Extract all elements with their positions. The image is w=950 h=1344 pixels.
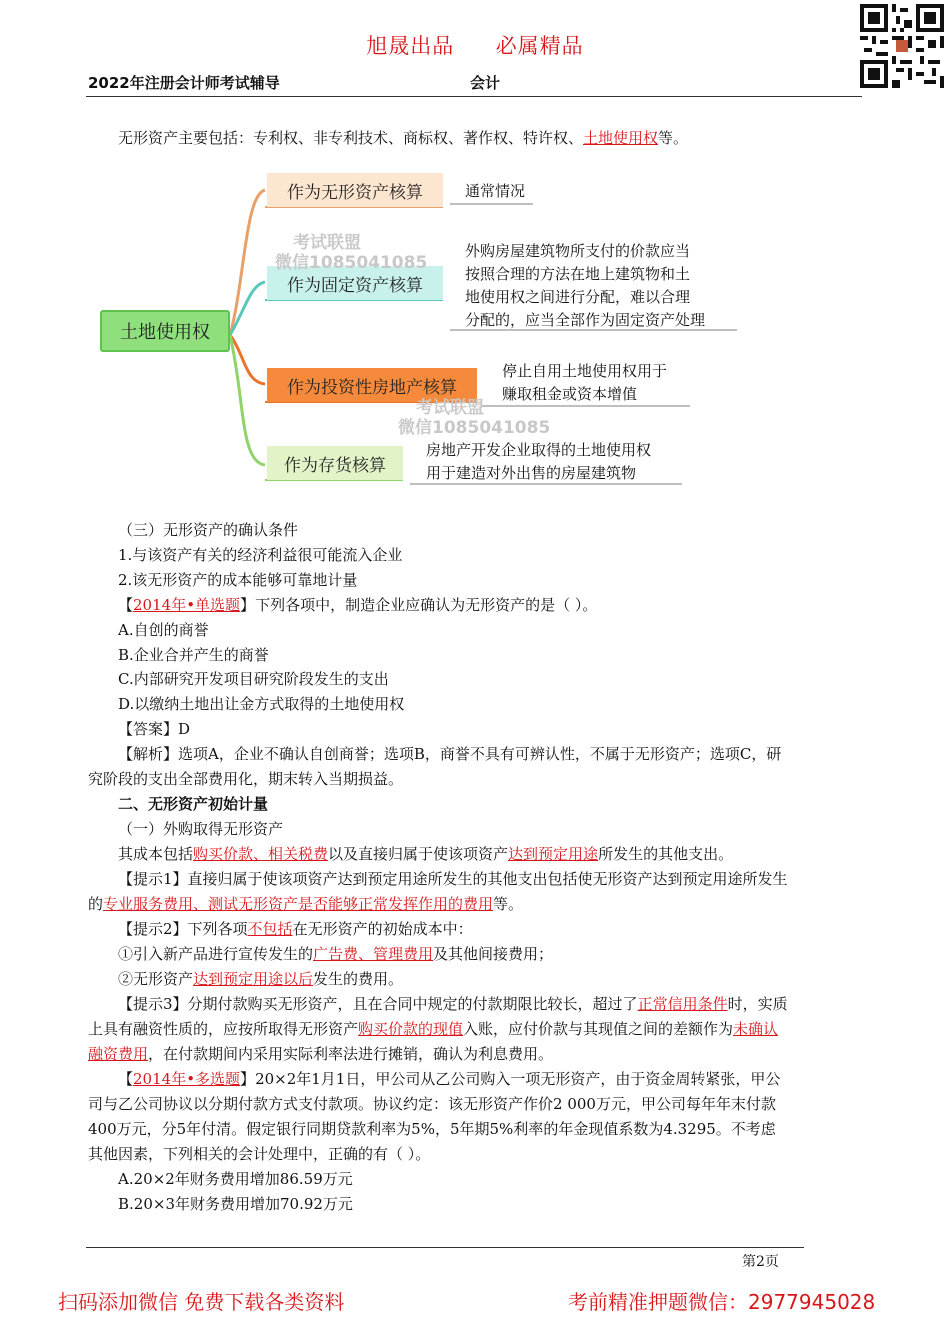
intro-highlight-link[interactable]: 土地使用权 <box>583 129 659 147</box>
tip3-post1: 时，实质 <box>727 995 788 1013</box>
watermark-2 <box>398 398 550 438</box>
q1-analysis-line1: 【解析】选项A，企业不确认自创商誉；选项B，商誉不具有可辨认性，不属于无形资产；选项C，研 <box>118 745 782 763</box>
desc-line: 停止自用土地使用权用于 <box>502 362 668 380</box>
header-divider <box>86 96 862 97</box>
q2-line1: 【2014年•多选题】20×2年1月1日，甲公司从乙公司购入一项无形资产，由于资金周转紧张，甲公 <box>118 1070 781 1088</box>
tip2-item1-highlight: 广告费、管理费用 <box>313 945 434 963</box>
section-two-sub1: （一）外购取得无形资产 <box>118 820 284 838</box>
condition-2: 2.该无形资产的成本能够可靠地计量 <box>118 571 358 589</box>
q1-option-a: A.自创的商誉 <box>118 621 209 639</box>
tip2-line <box>118 917 473 941</box>
tip3-line3 <box>88 1042 553 1066</box>
cost-post: 所发生的其他支出。 <box>598 845 734 863</box>
q1-stem: 【2014年•单选题】下列各项中，制造企业应确认为无形资产的是（ ）。 <box>118 596 598 614</box>
tip2-item2-pre: ②无形资产 <box>118 970 194 988</box>
footer-promo-left: 扫码添加微信 免费下载各类资料 <box>58 1290 345 1314</box>
tip3-l2-mid: 入账，应付价款与其现值之间的差额作为 <box>463 1020 734 1038</box>
tip3-highlight-3: 未确认 <box>733 1020 779 1038</box>
q2-line2: 司与乙公司协议以分期付款方式支付款项。协议约定：该无形资产作价2 000万元，甲公司每年年末付款 <box>88 1095 776 1113</box>
tip1-line2 <box>88 892 523 916</box>
watermark-2-line2: 微信1085041085 <box>398 418 551 438</box>
tip2-highlight: 不包括 <box>247 920 293 938</box>
branch-fixed-asset-desc <box>465 240 705 332</box>
tip2-pre: 【提示2】下列各项 <box>118 920 248 938</box>
q2-tag[interactable]: 2014年•多选题 <box>133 1070 241 1088</box>
brand-banner <box>0 30 950 60</box>
branch-intangible-node: 作为无形资产核算 <box>267 173 443 207</box>
tip3-line2 <box>88 1017 778 1041</box>
q1-tag[interactable]: 2014年•单选题 <box>133 596 241 614</box>
watermark-1-line2: 微信1085041085 <box>275 253 428 273</box>
watermark-1 <box>275 233 427 273</box>
branch-fixed-asset-node: 作为固定资产核算 <box>267 266 443 300</box>
header-course-title: 2022年注册会计师考试辅导 <box>88 74 280 92</box>
tip2-item1-post: 及其他间接费用； <box>433 945 554 963</box>
branch-inventory-node: 作为存货核算 <box>267 446 403 480</box>
branch-investment-property-node: 作为投资性房地产核算 <box>267 368 477 402</box>
header-subject: 会计 <box>470 74 501 92</box>
q2-option-a: A.20×2年财务费用增加86.59万元 <box>118 1170 353 1188</box>
cost-highlight-2: 达到预定用途 <box>508 845 599 863</box>
tip2-item1-pre: ①引入新产品进行宣传发生的 <box>118 945 314 963</box>
tip3-pre: 【提示3】分期付款购买无形资产，且在合同中规定的付款期限比较长，超过了 <box>118 995 638 1013</box>
section3-title: （三）无形资产的确认条件 <box>118 521 299 539</box>
desc-line: 分配的，应当全部作为固定资产处理 <box>465 311 706 329</box>
intro-suffix: 等。 <box>658 129 689 147</box>
desc-line: 房地产开发企业取得的土地使用权 <box>426 441 652 459</box>
tip1-pre: 的 <box>88 895 104 913</box>
q2-l1-text: 20×2年1月1日，甲公司从乙公司购入一项无形资产，由于资金周转紧张，甲公 <box>255 1070 781 1088</box>
cost-definition <box>118 842 733 866</box>
tip2-item2-post: 发生的费用。 <box>313 970 404 988</box>
tip3-line1 <box>118 992 788 1016</box>
tip1-post: 等。 <box>493 895 524 913</box>
q1-answer: 【答案】D <box>118 720 191 738</box>
tip3-highlight-1: 正常信用条件 <box>637 995 728 1013</box>
tip1-highlight: 专业服务费用、测试无形资产是否能够正常发挥作用的费用 <box>103 895 494 913</box>
q1-option-b: B.企业合并产生的商誉 <box>118 646 269 664</box>
tip3-highlight-2: 购买价款的现值 <box>358 1020 464 1038</box>
intro-text: 无形资产主要包括：专利权、非专利技术、商标权、著作权、特许权、 <box>118 129 584 147</box>
cost-highlight-1: 购买价款、相关税费 <box>193 845 329 863</box>
tip2-item1 <box>118 942 553 966</box>
branch-inventory-desc <box>426 439 651 485</box>
desc-line: 按照合理的方法在地上建筑物和土 <box>465 265 691 283</box>
cost-mid: 以及直接归属于使该项资产 <box>328 845 509 863</box>
tip2-item2-highlight: 达到预定用途以后 <box>193 970 314 988</box>
branch-intangible-desc <box>465 180 525 203</box>
desc-line: 地使用权之间进行分配，难以合理 <box>465 288 691 306</box>
cost-pre: 其成本包括 <box>118 845 194 863</box>
connector-1 <box>230 190 265 335</box>
connector-4 <box>230 335 265 465</box>
q1-stem-text: 下列各项中，制造企业应确认为无形资产的是（ ）。 <box>255 596 598 614</box>
footer-divider <box>86 1247 804 1248</box>
tip2-item2 <box>118 967 403 991</box>
section-two-title: 二、无形资产初始计量 <box>118 795 269 813</box>
q2-line3: 400万元，分5年付清。假定银行同期贷款利率为5%，5年期5%利率的年金现值系数为4.3295。不考虑 <box>88 1120 776 1138</box>
condition-1: 1.与该资产有关的经济利益很可能流入企业 <box>118 546 403 564</box>
qr-code-icon <box>860 4 944 88</box>
brand-slogan-a: 旭晟出品 <box>366 34 455 58</box>
q1-option-d: D.以缴纳土地出让金方式取得的土地使用权 <box>118 695 405 713</box>
watermark-2-line1: 考试联盟 <box>416 398 484 418</box>
q2-line4: 其他因素，下列相关的会计处理中，正确的有（ ）。 <box>88 1145 431 1163</box>
brand-slogan-b: 必属精品 <box>495 34 584 58</box>
q2-option-b: B.20×3年财务费用增加70.92万元 <box>118 1195 353 1213</box>
mindmap-root-node: 土地使用权 <box>100 310 230 352</box>
q1-option-c: C.内部研究开发项目研究阶段发生的支出 <box>118 670 389 688</box>
page-number: 第2页 <box>742 1254 779 1270</box>
tip3-l3-post: ，在付款期间内采用实际利率法进行摊销，确认为利息费用。 <box>148 1045 554 1063</box>
desc-line: 外购房屋建筑物所支付的价款应当 <box>465 242 691 260</box>
tip3-highlight-4: 融资费用 <box>88 1045 149 1063</box>
desc-line: 用于建造对外出售的房屋建筑物 <box>426 464 637 482</box>
tip1-line1: 【提示1】直接归属于使该项资产达到预定用途所发生的其他支出包括使无形资产达到预定用途所发生 <box>118 870 788 888</box>
watermark-1-line1: 考试联盟 <box>293 233 361 253</box>
desc-line: 通常情况 <box>465 182 526 200</box>
footer-promo-right: 考前精准押题微信：2977945028 <box>568 1290 876 1314</box>
tip2-post: 在无形资产的初始成本中： <box>292 920 473 938</box>
q1-analysis-line2: 究阶段的支出全部费用化，期末转入当期损益。 <box>88 770 404 788</box>
intro-line <box>118 126 688 150</box>
desc-line: 赚取租金或资本增值 <box>502 385 638 403</box>
mindmap <box>85 160 785 500</box>
tip3-l2-pre: 上具有融资性质的，应按所取得无形资产 <box>88 1020 359 1038</box>
